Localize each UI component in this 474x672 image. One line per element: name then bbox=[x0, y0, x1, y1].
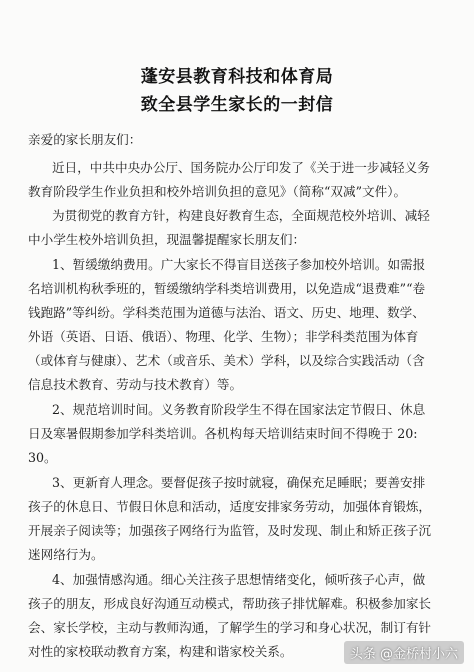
body-line: 30。 bbox=[28, 450, 57, 465]
body-line: 外语（英语、日语、俄语）、物理、化学、生物）；非学科类范围为体育 bbox=[28, 329, 419, 344]
body-line: 孩子的休息日、节假日休息和活动，适度安排家务劳动，加强体育锻炼， bbox=[28, 499, 431, 514]
body-line: 开展亲子阅读等；加强孩子网络行为监管，及时发现、制止和矫正孩子沉 bbox=[28, 523, 431, 538]
body-line: 对性的家校联动教育方案，构建和谐家校关系。 bbox=[28, 644, 293, 659]
document-title-line1: 蓬安县教育科技和体育局 bbox=[140, 67, 334, 87]
body-line: 中小学生校外培训负担，现温馨提醒家长朋友们： bbox=[28, 232, 306, 247]
body-line: 钱跑路”等纠纷。学科类范围为道德与法治、语文、历史、地理、数学、 bbox=[28, 305, 425, 320]
document-title-line2: 致全县学生家长的一封信 bbox=[140, 95, 334, 115]
body-line: 为贯彻党的教育方针，构建良好教育生态，全面规范校外培训、减轻 bbox=[52, 208, 430, 223]
body-line: 2、规范培训时间。义务教育阶段学生不得在国家法定节假日、休息 bbox=[52, 402, 426, 417]
body-line: 迷网络行为。 bbox=[28, 547, 104, 562]
body-line: 名培训机构秋季班的，暂缓缴纳学科类培训费用，以免造成“退费难”“卷 bbox=[28, 281, 426, 296]
body-line: 日及寒暑假期参加学科类培训。各机构每天培训结束时间不得晚于 20: bbox=[28, 426, 418, 441]
body-line: 3、更新育人理念。要督促孩子按时就寝，确保充足睡眠；要善安排 bbox=[52, 475, 426, 490]
body-line: 孩子的朋友，形成良好沟通互动模式，帮助孩子排忧解难。积极参加家长 bbox=[28, 596, 431, 611]
body-line: 教育阶段学生作业负担和校外培训负担的意见》（简称“双减”文件）。 bbox=[28, 184, 407, 199]
body-line: （或体育与健康）、艺术（或音乐、美术）学科，以及综合实践活动（含 bbox=[28, 353, 425, 368]
body-line: 近日，中共中央办公厅、国务院办公厅印发了《关于进一步减轻义务 bbox=[52, 160, 430, 175]
body-line: 1、暂缓缴纳费用。广大家长不得盲目送孩子参加校外培训。如需报 bbox=[52, 257, 426, 272]
greeting: 亲爱的家长朋友们： bbox=[28, 132, 142, 147]
body-line: 信息技术教育、劳动与技术教育）等。 bbox=[28, 377, 243, 392]
body-line: 会、家长学校，主动与教师沟通，了解学生的学习和身心状况，制订有针 bbox=[28, 620, 431, 635]
body-line: 4、加强情感沟通。细心关注孩子思想情绪变化，倾听孩子心声，做 bbox=[52, 572, 426, 587]
watermark-label: 头条 @金桥村小六 bbox=[344, 641, 464, 664]
